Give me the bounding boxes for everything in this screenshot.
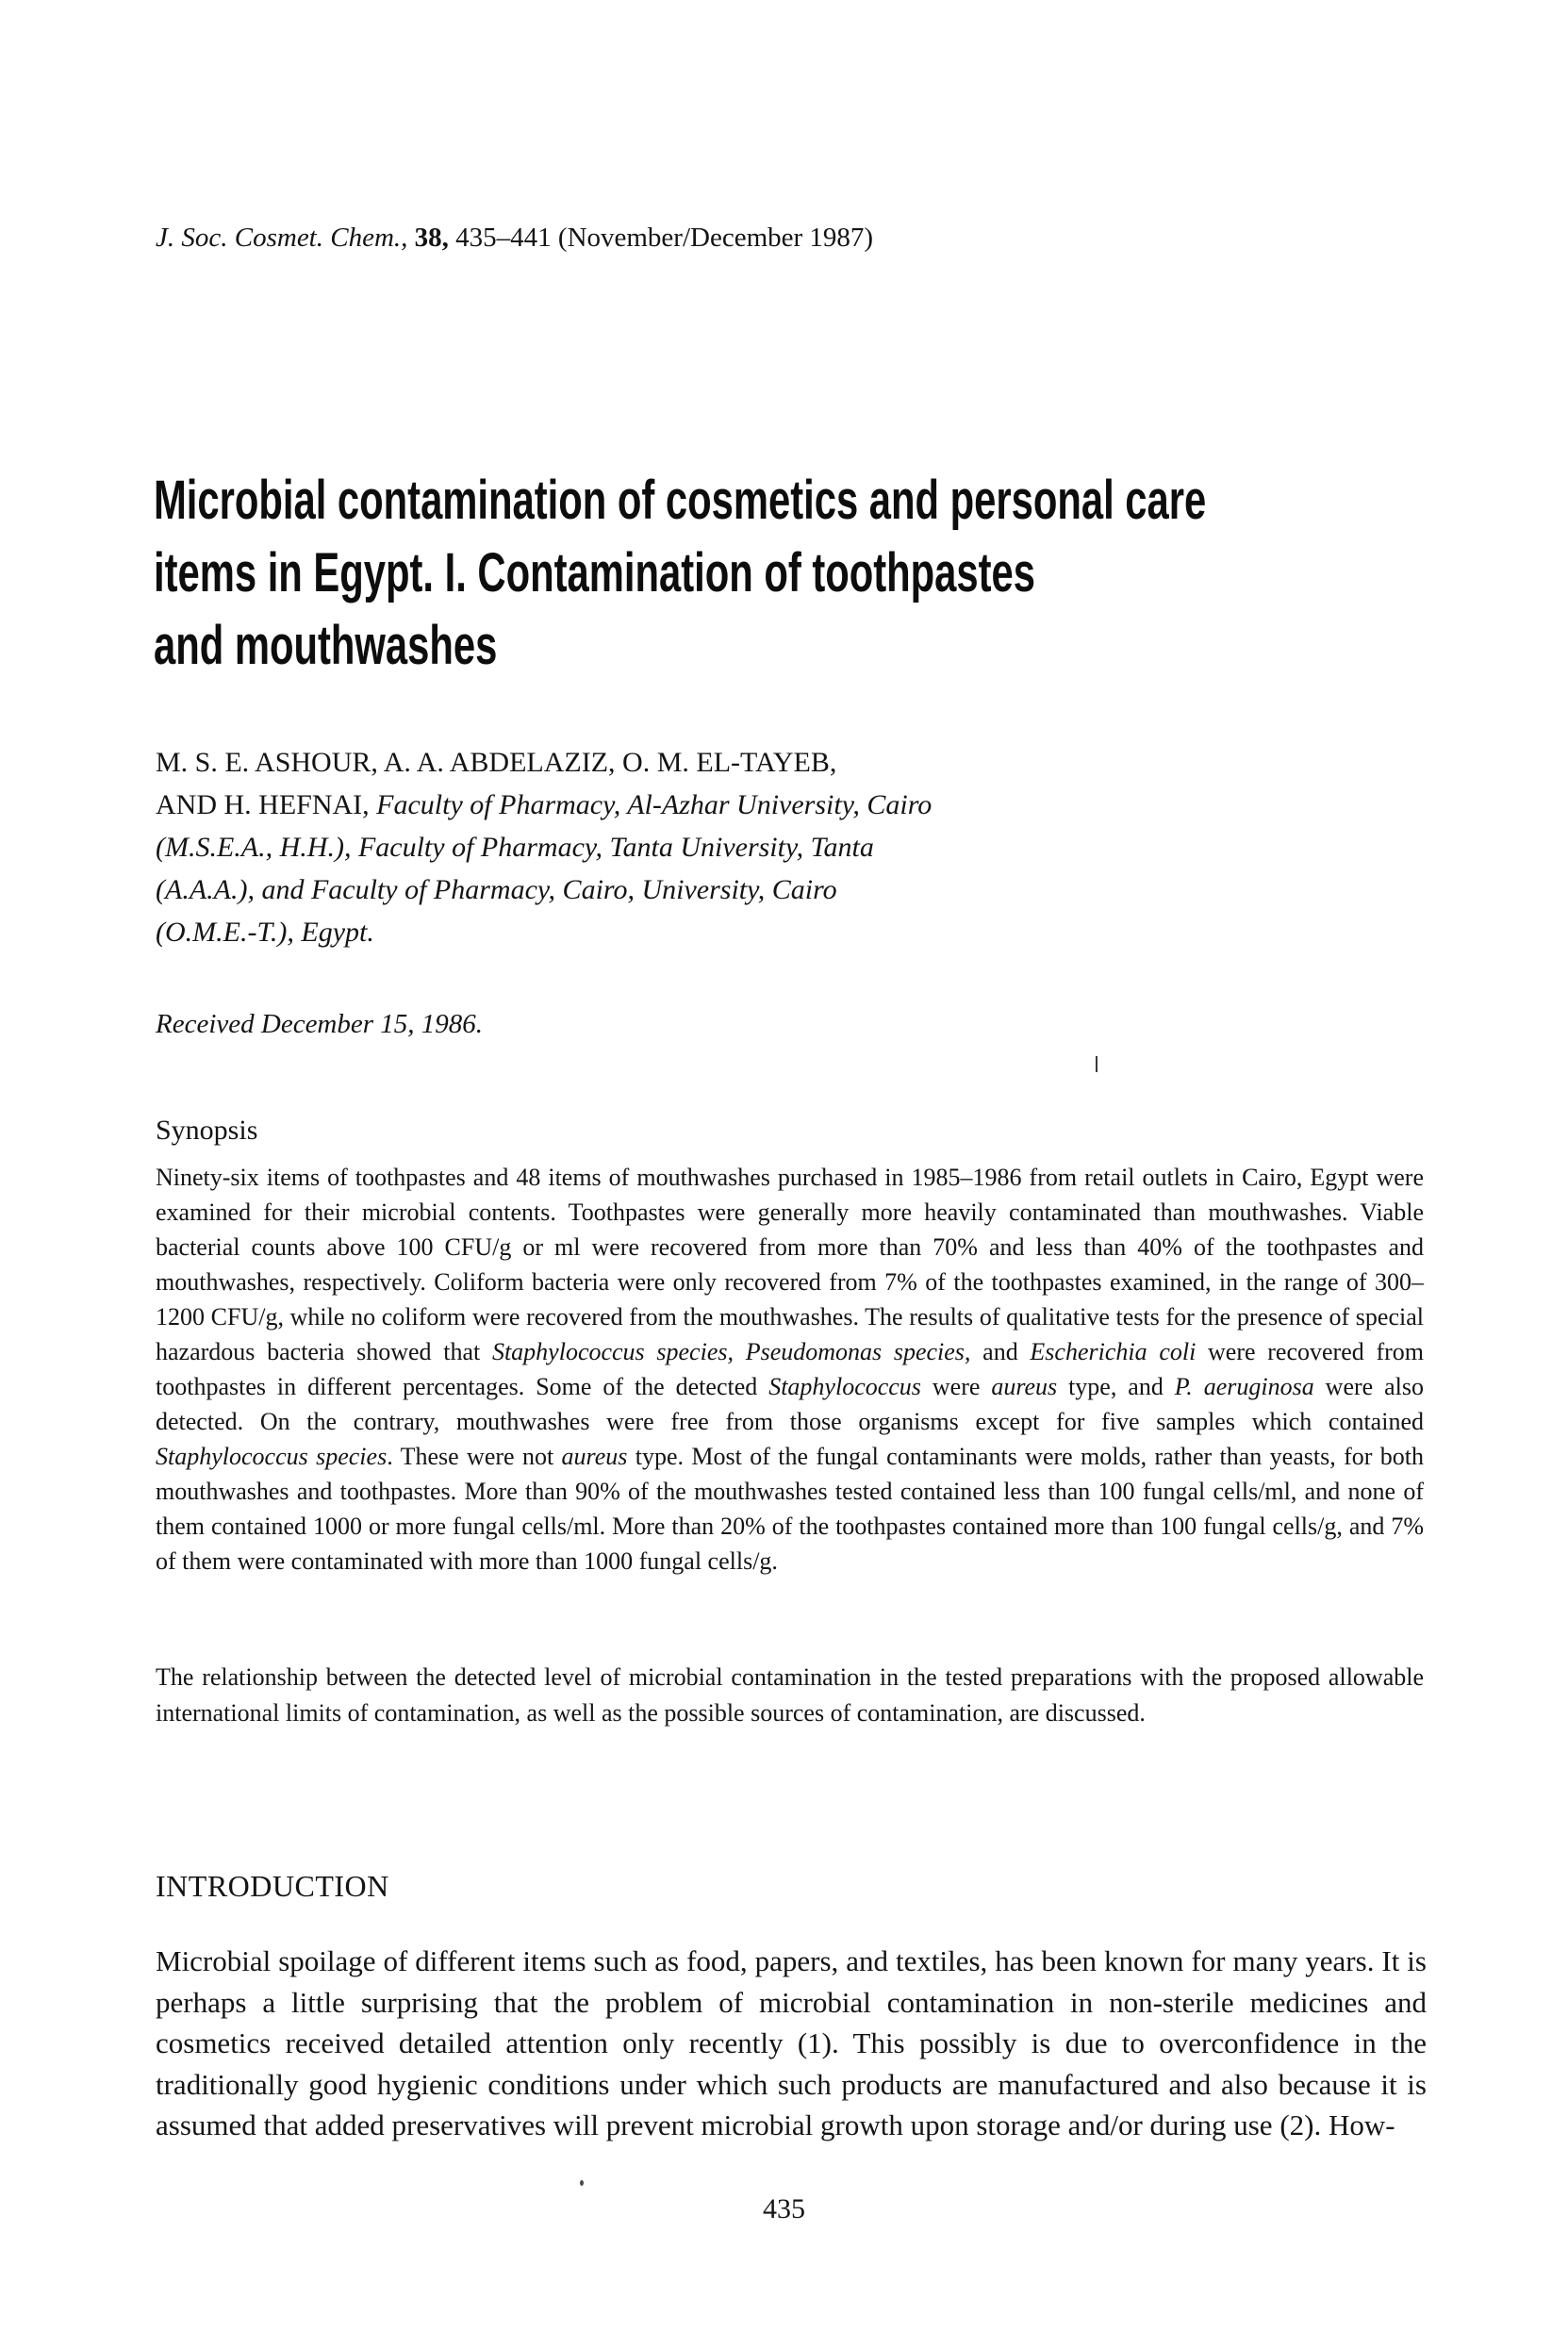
page-number: 435 bbox=[763, 2193, 805, 2224]
synopsis-paragraph-1: Ninety-six items of toothpastes and 48 items of mouthwashes purchased in 1985–1986 from retail outlets in Cairo, Egypt were examined for their microbial contents. Toothpastes were generally more heavily contaminated than mouthwashes. Viable bacterial counts above 100 CFU/g or ml were recovered from more than 70% and less than 40% of the toothpastes and mouthwashes, respectively. Coliform bacteria were only recovered from 7% of the toothpastes examined, in the range of 300–1200 CFU/g, while no coliform were recovered from the mouthwashes. The results of qualitative tests for the presence of special hazardous bacteria showed that Staphylococcus species, Pseudomonas species, and Escherichia coli were recovered from toothpastes in different percentages. Some of the detected Staphylococcus were aureus type, and P. aeruginosa were also detected. On the contrary, mouthwashes were free from those organisms except for five samples which contained Staphylococcus species. These were not aureus type. Most of the fungal contaminants were molds, rather than yeasts, for both mouthwashes and toothpastes. More than 90% of the mouthwashes tested contained less than 100 fungal cells/ml, and none of them contained 1000 or more fungal cells/ml. More than 20% of the toothpastes contained more than 100 fungal cells/g, and 7% of them were contaminated with more than 1000 fungal cells/g. bbox=[156, 1164, 1425, 1575]
authors-line: AND H. HEFNAI, Faculty of Pharmacy, Al-Azhar University, Cairo bbox=[156, 789, 933, 820]
article-title-line-2: items in Egypt. I. Contamination of toothpastes bbox=[154, 542, 1035, 603]
authors-line: (M.S.E.A., H.H.), Faculty of Pharmacy, Tanta University, Tanta bbox=[156, 832, 874, 863]
introduction-heading: INTRODUCTION bbox=[156, 1869, 389, 1903]
synopsis-paragraph-2: The relationship between the detected level of microbial contamination in the tested preparations with the proposed allowable international limits of contamination, as well as the possible sources of contamination, are discussed. bbox=[156, 1663, 1424, 1727]
scan-artifact-dash bbox=[1096, 1056, 1098, 1072]
authors-line: (O.M.E.-T.), Egypt. bbox=[156, 917, 374, 948]
synopsis-heading: Synopsis bbox=[156, 1115, 258, 1146]
authors-line: M. S. E. ASHOUR, A. A. ABDELAZIZ, O. M. EL-TAYEB, bbox=[156, 747, 837, 778]
authors-line: (A.A.A.), and Faculty of Pharmacy, Cairo, University, Cairo bbox=[156, 874, 837, 905]
journal-reference: J. Soc. Cosmet. Chem., 38, 435–441 (November/December 1987) bbox=[156, 223, 874, 253]
article-title bbox=[154, 464, 1206, 682]
article-title-line-3: and mouthwashes bbox=[154, 615, 498, 676]
authors-affiliations bbox=[156, 741, 932, 953]
article-title-line-1: Microbial contamination of cosmetics and personal care bbox=[154, 470, 1207, 531]
introduction-paragraph: Microbial spoilage of different items such as food, papers, and textiles, has been known for many years. It is perhaps a little surprising that the problem of microbial contamination in non-sterile medicines and cosmetics received detailed attention only recently (1). This possibly is due to overconfidence in the traditionally good hygienic conditions under which such products are manufactured and also because it is assumed that added preservatives will prevent microbial growth upon storage and/or during use (2). How- bbox=[156, 1944, 1427, 2141]
scan-artifact-dot bbox=[580, 2180, 584, 2186]
received-date: Received December 15, 1986. bbox=[156, 1009, 484, 1039]
